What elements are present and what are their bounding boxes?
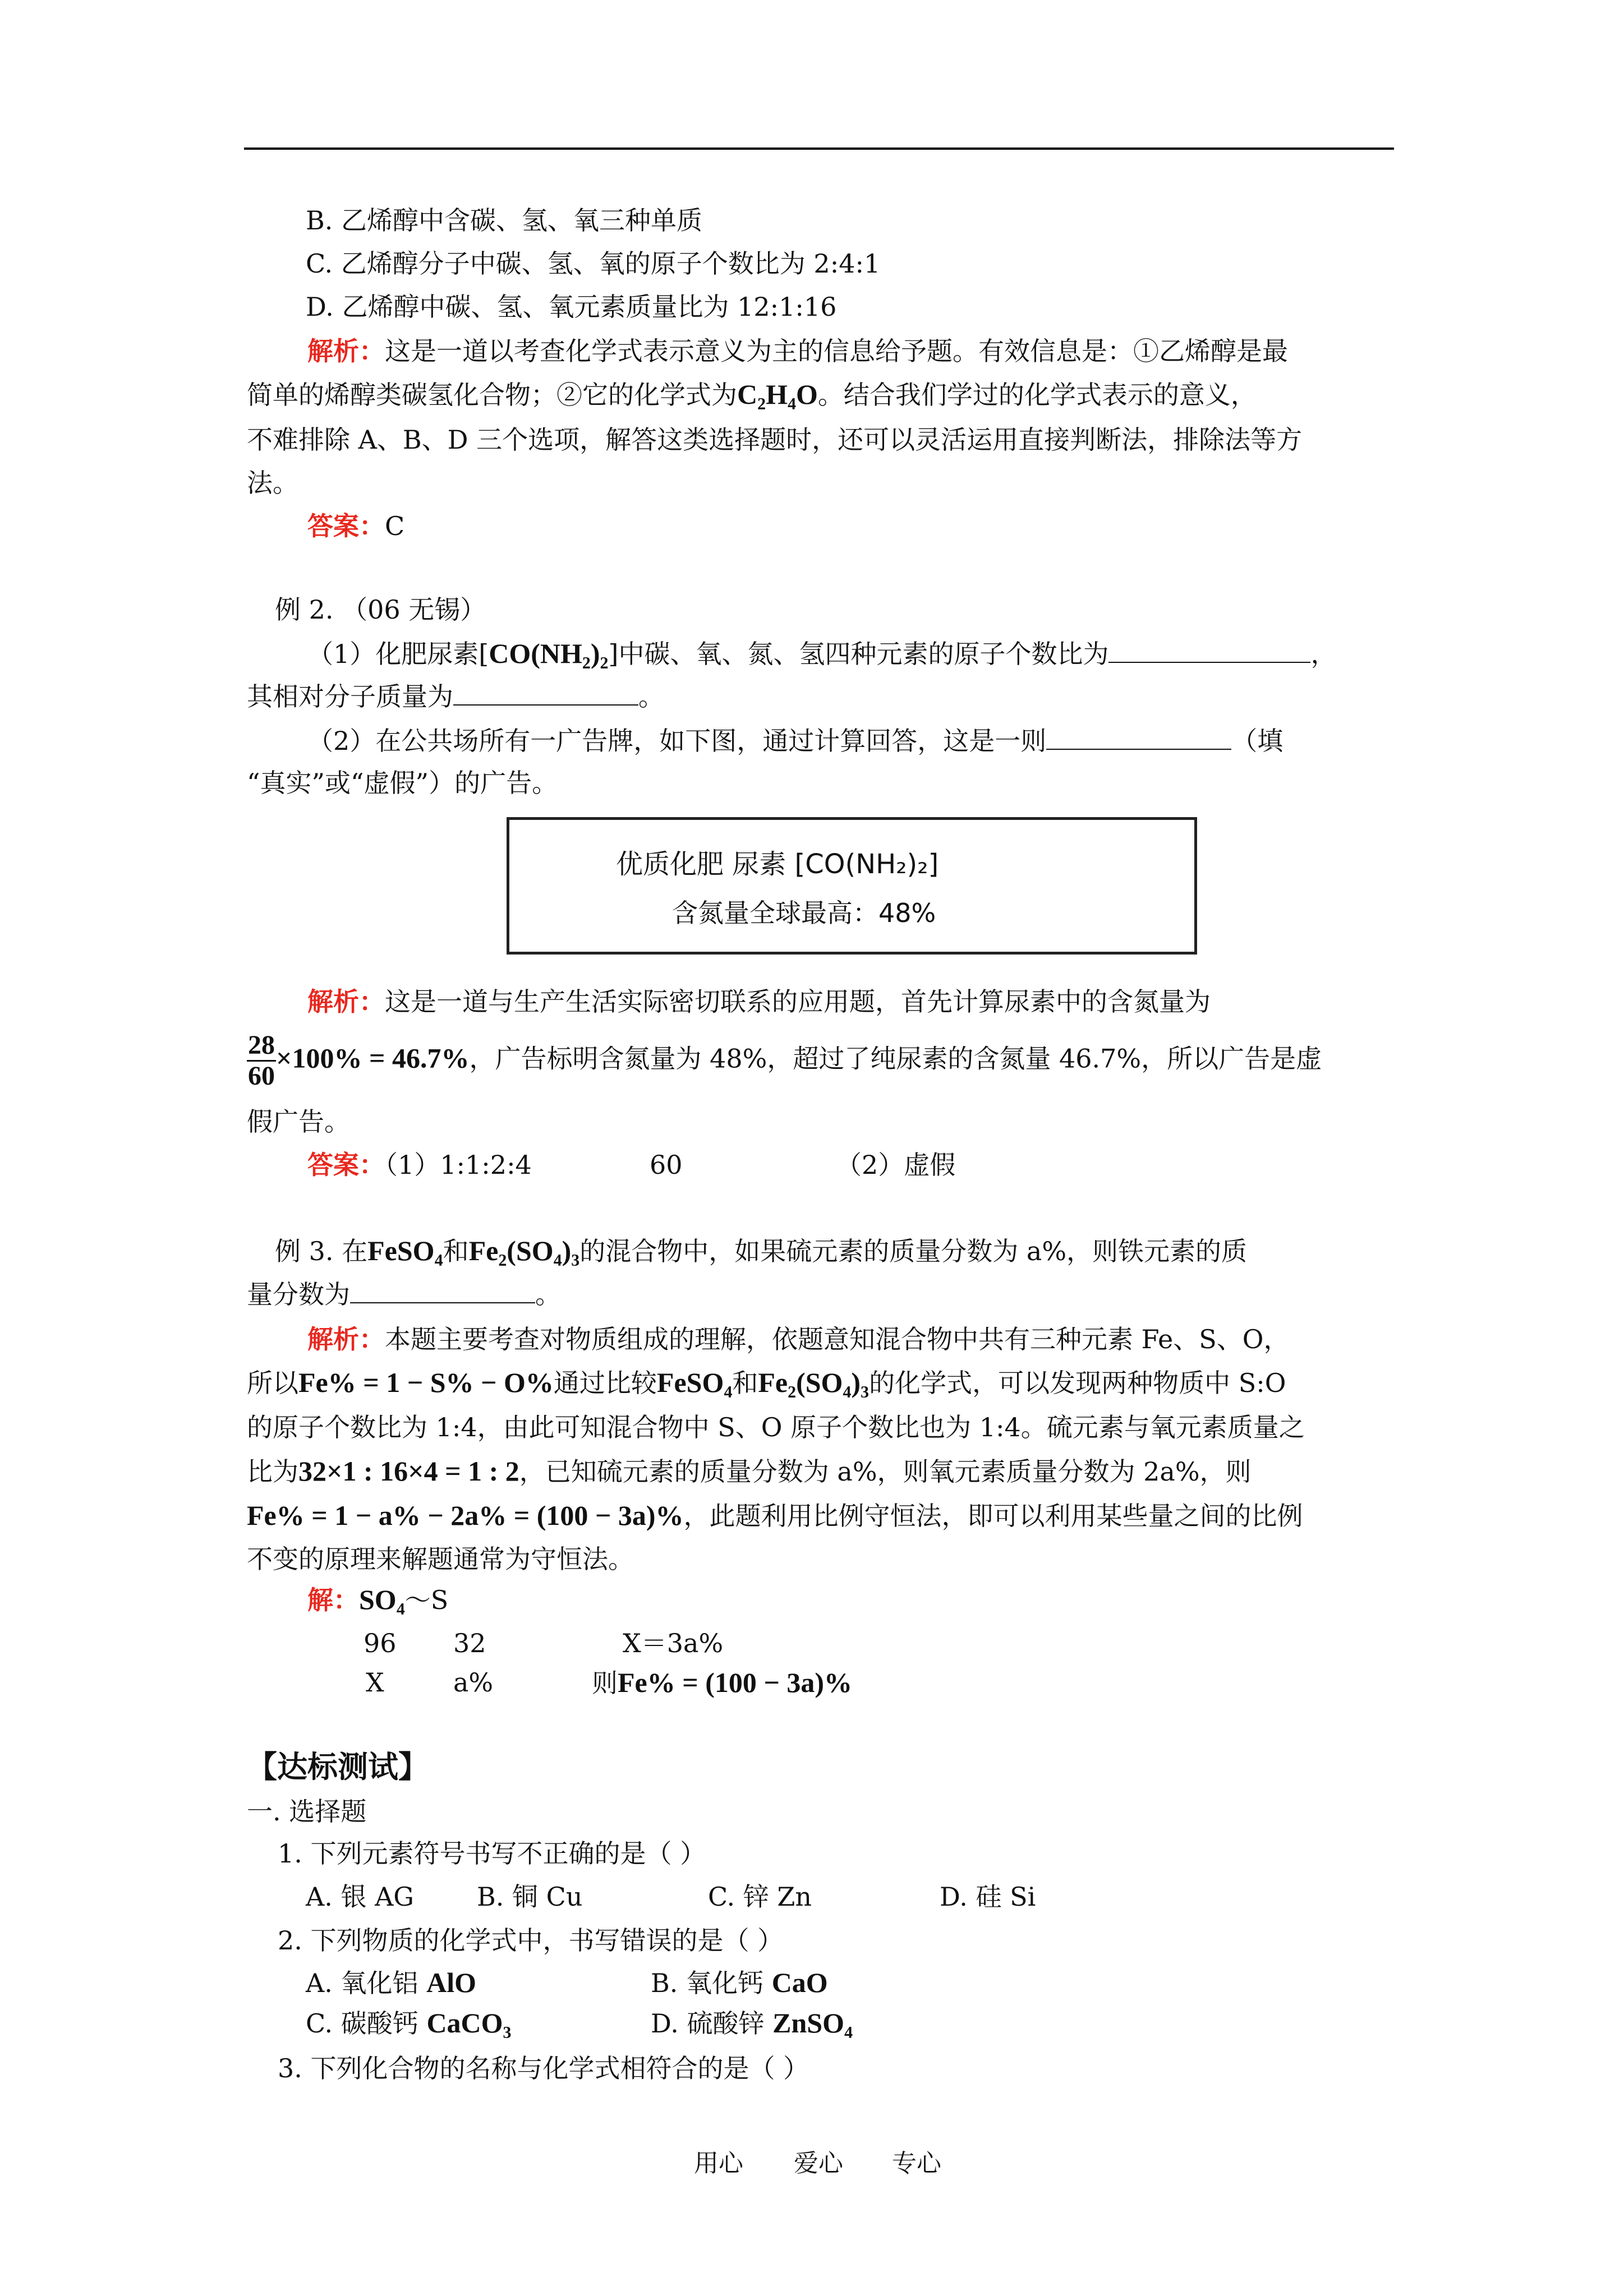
subsection-title: 一. 选择题	[247, 1796, 367, 1827]
test-q2: 2. 下列物质的化学式中，书写错误的是（ ）	[278, 1925, 784, 1956]
ex2-q1-line2: 其相对分子质量为 。	[247, 674, 664, 719]
answer-blank[interactable]	[1046, 721, 1231, 750]
footer-text-1: 用心	[694, 2149, 743, 2178]
ex2-q1-line1: （1）化肥尿素[CO(NH₂)₂]中碳、氧、氮、氢四种元素的原子个数比为 ，	[307, 631, 1336, 676]
fraction: $\frac{28}{60}$	[248, 1030, 275, 1091]
solution-r1c1: 96	[364, 1628, 397, 1658]
footer-text-3: 专心	[892, 2149, 941, 2178]
ex2-q2-line1: （2）在公共场所有一广告牌，如下图，通过计算回答，这是一则 （填	[307, 718, 1283, 763]
ex3-analysis-line1: 解析：本题主要考查对物质组成的理解，依题意知混合物中共有三种元素 Fe、S、O，	[307, 1324, 1290, 1354]
ex3-analysis-line4: 比为32×1 : 16×4 = 1 : 2，已知硫元素的质量分数为 a%，则氧元素质量分数为 2a%，则	[247, 1455, 1252, 1487]
ex3-analysis-line5: Fe% = 1 − a% − 2a% = (100 − 3a)%，此题利用比例守恒法，即可以利用某些量之间的比例	[247, 1500, 1303, 1531]
answer-blank[interactable]	[453, 676, 638, 706]
ad-line2: 含氮量全球最高：48%	[672, 898, 936, 928]
ex3-solution-label: 解：SO₄～S	[307, 1584, 449, 1615]
test-q3: 3. 下列化合物的名称与化学式相符合的是（ ）	[278, 2053, 809, 2083]
solution-r2c1: X	[366, 1667, 384, 1698]
test-q2-option-c: C. 碳酸钙 CaCO₃	[306, 2007, 512, 2039]
footer-text-2: 爱心	[794, 2149, 843, 2178]
ex2-answer-2: 60	[650, 1150, 683, 1180]
solution-r2c2: a%	[453, 1667, 494, 1698]
test-q1: 1. 下列元素符号书写不正确的是（ ）	[278, 1838, 706, 1869]
ad-line1: 优质化肥 尿素 [CO(NH₂)₂]	[616, 849, 939, 880]
option-b: B. 乙烯醇中含碳、氢、氧三种单质	[306, 205, 703, 236]
formula-urea: CO(NH₂)₂	[489, 638, 609, 669]
ex1-analysis-line2: 简单的烯醇类碳氢化合物；②它的化学式为C₂H₄O。结合我们学过的化学式表示的意义，	[247, 379, 1257, 410]
option-c: C. 乙烯醇分子中碳、氢、氧的原子个数比为 2:4:1	[306, 248, 881, 279]
ex3-question-line1: 例 3. 在FeSO₄和Fe₂(SO₄)₃的混合物中，如果硫元素的质量分数为 a%，则铁元素的质	[275, 1235, 1248, 1266]
ex2-answer: 答案：（1）1:1:2:4	[307, 1150, 532, 1180]
solution-r1c2: 32	[453, 1628, 486, 1658]
ex2-analysis-line2: $\frac{28}{60}$ ×100% = 46.7%，广告标明含氮量为 48%，超过了纯尿素的含氮量 46.7%，所以广告是虚	[248, 1030, 1322, 1091]
test-q1-option-b: B. 铜 Cu	[477, 1882, 583, 1912]
test-q2-option-a: A. 氧化铝 AlO	[306, 1967, 476, 1998]
ex3-analysis-line6: 不变的原理来解题通常为守恒法。	[247, 1544, 634, 1574]
section-heading: 【达标测试】	[247, 1749, 429, 1785]
ex3-analysis-line3: 的原子个数比为 1:4，由此可知混合物中 S、O 原子个数比也为 1:4。硫元素与氧元素质量之	[247, 1412, 1305, 1442]
solution-r2c3: 则Fe% = (100 − 3a)%	[592, 1667, 853, 1698]
solution-r1c3: X＝3a%	[623, 1628, 724, 1658]
formula-c2h4o: C₂H₄O	[737, 379, 818, 410]
ex1-analysis-line3: 不难排除 A、B、D 三个选项，解答这类选择题时，还可以灵活运用直接判断法，排除法等方	[247, 425, 1303, 455]
ex2-title: 例 2. （06 无锡）	[275, 594, 486, 625]
test-q1-option-a: A. 银 AG	[306, 1882, 415, 1912]
ex1-answer: 答案：C	[307, 511, 405, 541]
advertisement-sign	[507, 817, 1197, 955]
test-q2-option-d: D. 硫酸锌 ZnSO₄	[651, 2007, 853, 2039]
ex2-answer-3: （2）虚假	[836, 1150, 956, 1180]
ex1-analysis-line1: 解析：这是一道以考查化学式表示意义为主的信息给予题。有效信息是：①乙烯醇是最	[307, 336, 1288, 366]
test-q1-option-d: D. 硅 Si	[940, 1882, 1036, 1912]
option-d: D. 乙烯醇中碳、氢、氧元素质量比为 12:1:16	[306, 292, 837, 322]
ex3-question-line2: 量分数为 。	[247, 1272, 561, 1317]
answer-blank[interactable]	[1108, 634, 1310, 663]
test-q1-option-c: C. 锌 Zn	[708, 1882, 812, 1912]
analysis-label: 解析：	[307, 336, 385, 366]
ex2-analysis-line3: 假广告。	[247, 1106, 350, 1137]
ex2-analysis-line1: 解析：这是一道与生产生活实际密切联系的应用题，首先计算尿素中的含氮量为	[307, 986, 1211, 1017]
ex2-q2-line2: “真实”或“虚假”）的广告。	[247, 768, 558, 798]
ex3-analysis-line2: 所以Fe% = 1 − S% − O%通过比较FeSO₄和Fe₂(SO₄)₃的化学式，可以发现两种物质中 S:O	[247, 1367, 1286, 1398]
test-q2-option-b: B. 氧化钙 CaO	[651, 1967, 828, 1998]
ex1-analysis-line4: 法。	[247, 468, 298, 498]
answer-blank[interactable]	[350, 1274, 535, 1303]
